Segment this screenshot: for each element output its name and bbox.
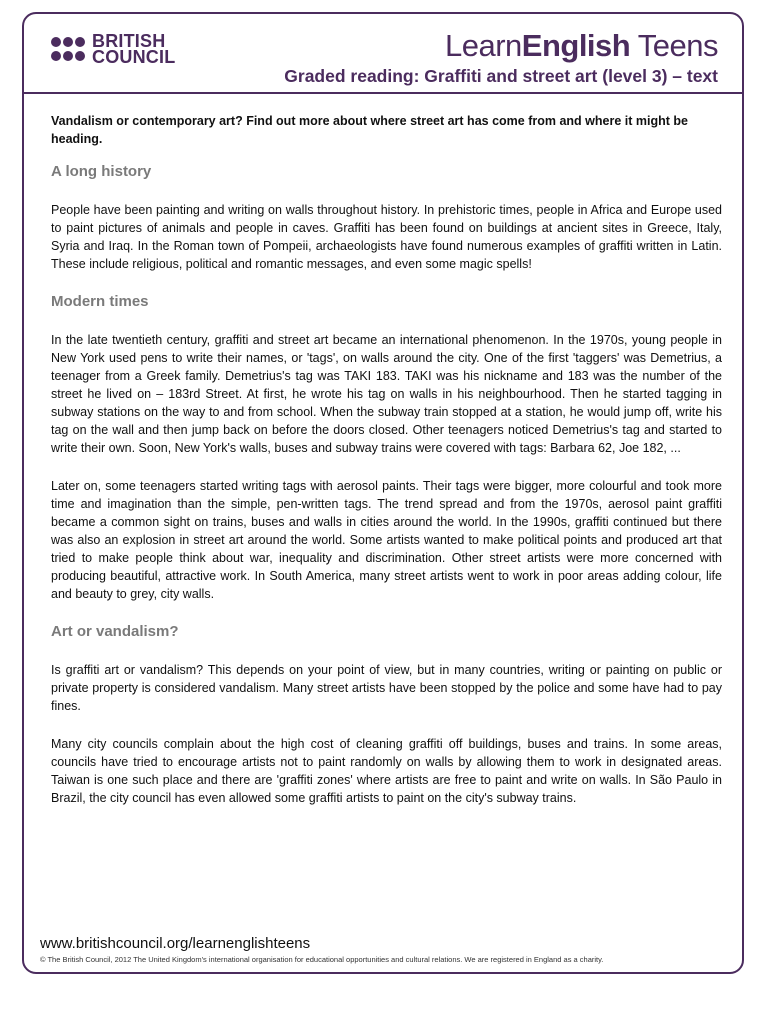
paragraph-art-1: Is graffiti art or vandalism? This depends on your point of view, but in many countries, writing or painting on public or private property is considered vandalism. Many street artists have been stopped by the police and some have had to pay fines. [51,663,722,713]
footer-copyright: © The British Council, 2012 The United Kingdom's international organisation for educational opportunities and cultural relations. We are registered in England as a charity. [40,955,604,964]
logo-wordmark [92,33,175,65]
section-heading-modern: Modern times [51,293,149,310]
intro-paragraph: Vandalism or contemporary art? Find out more about where street art has come from and where it might be heading. [51,114,688,146]
brand-teens: Teens [630,28,718,63]
article-body [51,112,722,827]
header-divider [22,92,744,94]
paragraph-modern-1: In the late twentieth century, graffiti and street art became an international phenomenon. In the 1970s, young people in New York used pens to write their names, or 'tags', on walls around the city. One of the first 'taggers' was Demetrius, a teenager from a Greek family. Demetrius's tag was TAKI 183. TAKI was his nickname and 183 was the number of the street he lived on – 183rd Street. At first, he wrote his tag on walls in his neighbourhood. Then he started tagging in subway stations on the way to and from school. When the subway train stopped at a station, he would jump off, write his tag on the wall and then jump back on before the doors closed. Other teenagers noticed Demetrius's tag and started to write their own. Soon, New York's walls, buses and subway trains were covered with tags: Barbara 62, Joe 182, ... [51,333,722,455]
logo-line-1: BRITISH [92,31,166,51]
brand-english: English [521,28,631,63]
footer-url-link[interactable]: www.britishcouncil.org/learnenglishteens [40,935,311,952]
brand-learn: Learn [444,28,522,63]
logo-line-2: COUNCIL [92,47,176,67]
paragraph-history-1: People have been painting and writing on walls throughout history. In prehistoric times, people in Africa and Europe used to paint pictures of animals and people in caves. Graffiti has been found on buildings at ancient sites in Greece, Italy, Syria and Iraq. In the Roman town of Pompeii, archaeologists have found numerous examples of graffiti written in Latin. These include religious, political and romantic messages, and even some magic spells! [51,203,722,271]
section-heading-history: A long history [51,163,152,180]
british-council-logo [51,33,175,65]
section-heading-art-vandalism: Art or vandalism? [51,623,179,640]
paragraph-art-2: Many city councils complain about the high cost of cleaning graffiti off buildings, buses and trains. In some areas, councils have tried to encourage artists not to paint randomly on walls by allowing them to work in designated areas. Taiwan is one such place and there are 'graffiti zones' where artists are free to paint and write on walls. In São Paulo in Brazil, the city council has even allowed some graffiti artists to paint on the city's subway trains. [51,737,722,805]
logo-dots-icon [51,37,85,61]
learnenglish-teens-brand [445,28,718,64]
document-title: Graded reading: Graffiti and street art (level 3) – text [284,66,718,86]
paragraph-modern-2: Later on, some teenagers started writing tags with aerosol paints. Their tags were bigger, more colourful and took more time and imagination than the simple, pen-written tags. The trend spread and from the 1970s, aerosol paint graffiti became a common sight on trains, buses and walls in cities around the world. In the 1990s, graffiti continued but there was also an explosion in street art around the world. Some artists wanted to make political points and produced art that tried to make people think about war, inequality and discrimination. Other street artists were more concerned with producing beautiful, attractive work. In South America, many street artists went to work in poor areas adding colour, life and beauty to grey, city walls. [51,479,722,601]
